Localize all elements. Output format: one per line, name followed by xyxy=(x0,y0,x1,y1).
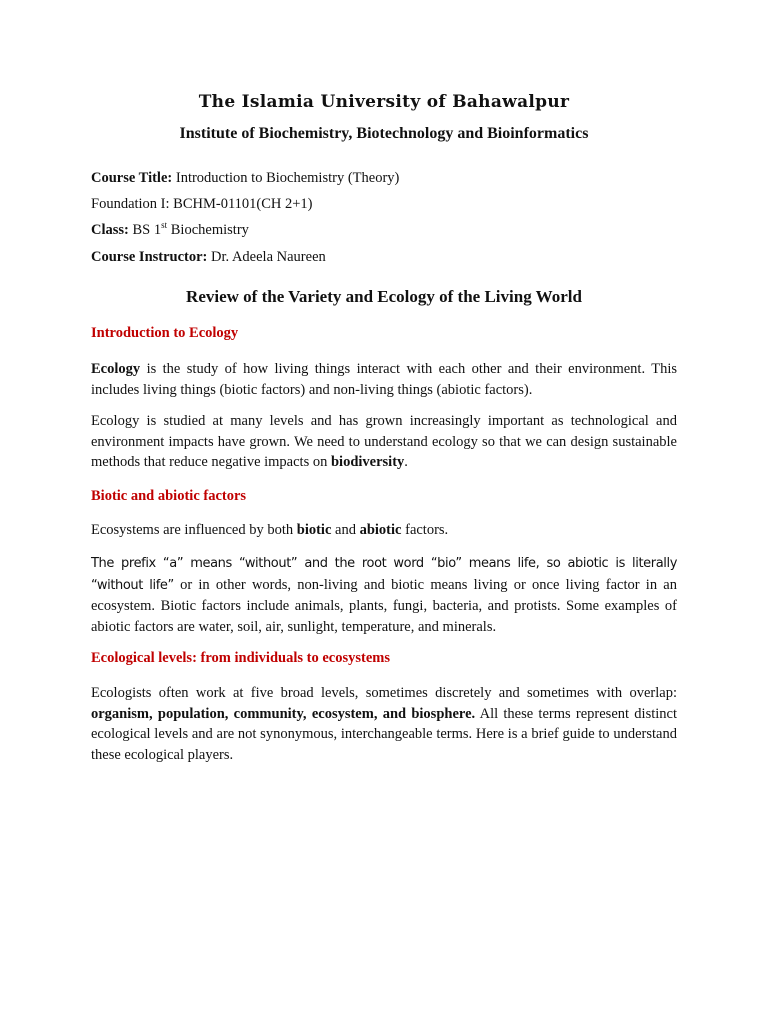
intro-p1-text: is the study of how living things interact with each other and their environment. This includes living things (biotic factors) and non-living things (abiotic factors). xyxy=(91,361,678,398)
instructor-label: Course Instructor: xyxy=(91,249,208,265)
intro-paragraph-1 xyxy=(91,359,677,400)
class-line xyxy=(91,222,249,239)
factors-paragraph-1 xyxy=(91,520,677,541)
course-title-label: Course Title: xyxy=(91,170,173,186)
class-value-pre: BS 1 xyxy=(132,222,162,238)
intro-paragraph-2 xyxy=(91,411,677,473)
course-title-line xyxy=(91,170,399,187)
university-name: The Islamia University of Bahawalpur xyxy=(198,92,570,112)
term-ecology: Ecology xyxy=(91,361,141,377)
factors-paragraph-2 xyxy=(91,553,677,637)
course-title-value: Introduction to Biochemistry (Theory) xyxy=(175,170,400,186)
foundation-line: Foundation I: BCHM-01101(CH 2+1) xyxy=(91,196,313,212)
term-abiotic: abiotic xyxy=(359,522,402,538)
intro-p2-end: . xyxy=(404,454,408,470)
levels-terms: organism, population, community, ecosystem, and biosphere. xyxy=(91,705,476,722)
section-heading-intro: Introduction to Ecology xyxy=(91,325,239,341)
section-heading-factors: Biotic and abiotic factors xyxy=(91,488,247,504)
levels-paragraph-1 xyxy=(91,683,677,765)
term-biodiversity: biodiversity xyxy=(330,454,405,470)
factors-p1-end: factors. xyxy=(405,522,449,538)
class-label: Class: xyxy=(91,222,129,238)
intro-p2-text: Ecology is studied at many levels and has grown increasingly important as technological and environment impacts have grown. We need to understand ecology so that we can design sustainable methods that reduce negative impacts on xyxy=(91,413,677,470)
instructor-value: Dr. Adeela Naureen xyxy=(211,249,326,265)
document-title: Review of the Variety and Ecology of the Living World xyxy=(186,287,582,306)
levels-p1-a: Ecologists often work at five broad levels, sometimes discretely and sometimes with overlap: xyxy=(91,685,677,701)
institute-name: Institute of Biochemistry, Biotechnology and Bioinformatics xyxy=(179,125,589,142)
factors-p1-a: Ecosystems are influenced by both xyxy=(91,522,294,538)
instructor-line xyxy=(91,249,326,266)
section-heading-levels: Ecological levels: from individuals to ecosystems xyxy=(91,650,390,666)
factors-p2-prefix: The prefix “a” means “without” and the root word “bio” means life, so abiotic is literally “without life” xyxy=(91,556,677,593)
factors-p1-and: and xyxy=(335,522,356,538)
factors-p2-text: or in other words, non-living and biotic means living or once living factor in an ecosystem. Biotic factors include animals, plants, fungi, bacteria, and protists. Some examples of abiotic factors are water, soil, air, sunlight, temperature, and minerals. xyxy=(91,576,677,635)
class-value-sup: st xyxy=(161,220,168,231)
levels-p1-rest: All these terms represent distinct ecological levels and are not synonymous, interchangeable terms. Here is a brief guide to understand these ecological players. xyxy=(91,705,677,763)
class-value-post: Biochemistry xyxy=(170,222,249,238)
term-biotic: biotic xyxy=(296,522,332,538)
